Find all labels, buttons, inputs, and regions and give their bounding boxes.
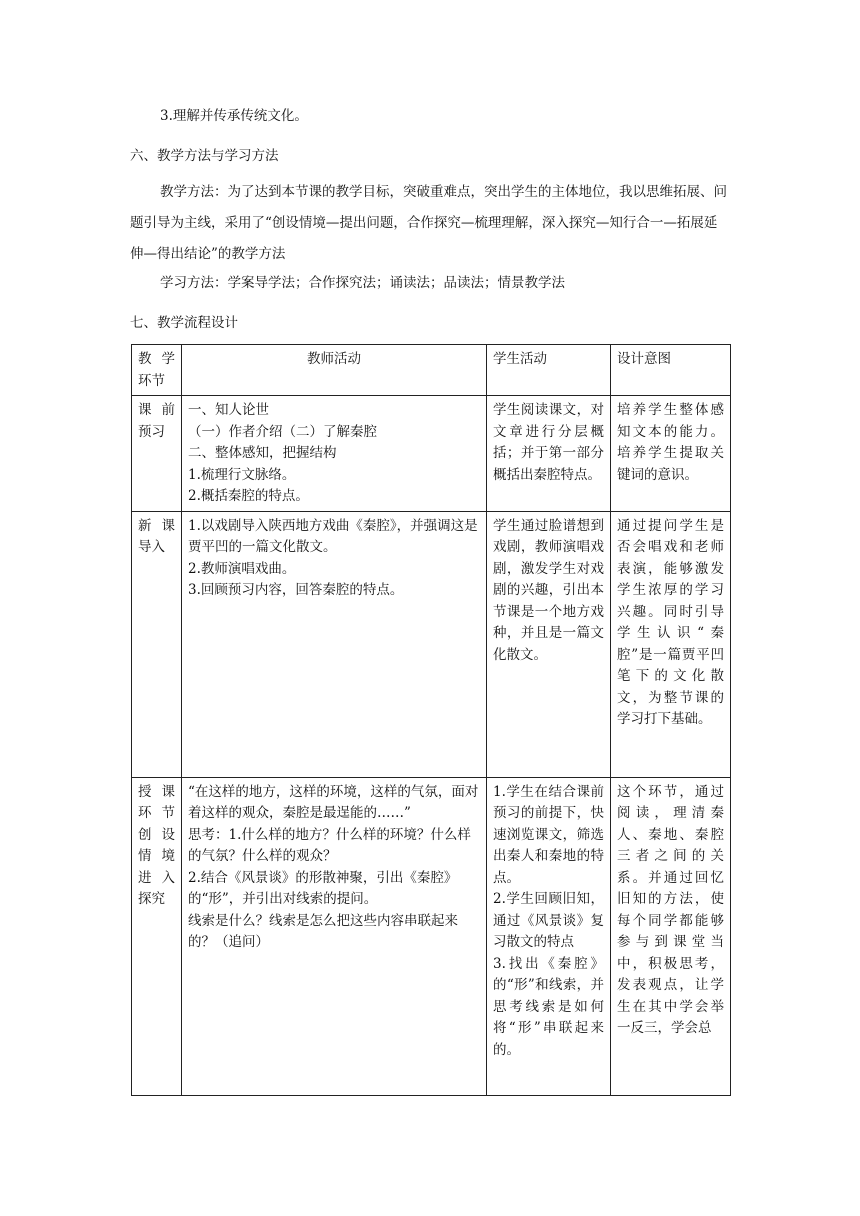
heading-flow-design: 七、教学流程设计 <box>130 315 238 331</box>
design-intent-cell: 这个环节，通过阅读，理清秦人、秦地、秦腔三者之间的关系。并通过回忆旧知的方法，使每个同学都能够参与到课堂当中，积极思考，发表观点，让学生在其中学会举一反三，学会总 <box>611 777 731 1095</box>
teacher-activity-cell: “在这样的地方，这样的环境，这样的气氛，面对着这样的观众，秦腔是最逞能的……” 思考：1.什么样的地方？什么样的环境？什么样的气氛？什么样的观众？ 2.结合《风景谈》的形散神聚，引出《秦腔》的“形”，并引出对线索的提问。 线索是什么？线索是怎么把这些内容串联起来的？（追问） <box>182 777 487 1095</box>
teacher-activity-cell: 1.以戏剧导入陕西地方戏曲《秦腔》，并强调这是贾平凹的一篇文化散文。 2.教师演唱戏曲。 3.回顾预习内容，回答秦腔的特点。 <box>182 511 487 777</box>
teacher-activity-cell: 一、知人论世 （一）作者介绍（二）了解秦腔 二、整体感知，把握结构 1.梳理行文脉络。 2.概括秦腔的特点。 <box>182 396 487 512</box>
student-activity-cell: 1.学生在结合课前预习的前提下，快速浏览课文，筛选出秦人和秦地的特点。 2.学生回顾旧知，通过《风景谈》复习散文的特点 3.找出《秦腔》的“形”和线索，并思考线索是如何将“形”串联起来的。 <box>487 777 611 1095</box>
design-intent-cell: 培养学生整体感知文本的能力。培养学生提取关键词的意识。 <box>611 396 731 512</box>
stage-cell: 课前预习 <box>132 396 182 512</box>
stage-cell: 新课导入 <box>132 511 182 777</box>
teaching-method-paragraph: 教学方法：为了达到本节课的教学目标，突破重难点，突出学生的主体地位，我以思维拓展、问题引导为主线，采用了“创设情境—提出问题，合作探究—梳理理解，深入探究—知行合一—拓展延伸—得出结论”的教学方法 <box>130 184 727 262</box>
table-row <box>132 396 731 512</box>
learning-method-paragraph: 学习方法：学案导学法；合作探究法；诵读法；品读法；情景教学法 <box>160 275 565 291</box>
table-row <box>132 777 731 1095</box>
heading-teaching-methods: 六、教学方法与学习方法 <box>130 148 279 164</box>
teaching-flow-table <box>131 344 731 1096</box>
header-intent: 设计意图 <box>611 345 731 396</box>
student-activity-cell: 学生阅读课文，对文章进行分层概括；并于第一部分概括出秦腔特点。 <box>487 396 611 512</box>
header-student: 学生活动 <box>487 345 611 396</box>
goal-item-3: 3.理解并传承传统文化。 <box>160 108 308 124</box>
header-stage: 教学环节 <box>132 345 182 396</box>
table-header-row <box>132 345 731 396</box>
design-intent-cell: 通过提问学生是否会唱戏和老师表演，能够激发学生浓厚的学习兴趣。同时引导学生认识“秦腔”是一篇贾平凹笔下的文化散文，为整节课的学习打下基础。 <box>611 511 731 777</box>
stage-cell: 授课环节创设情境进入探究 <box>132 777 182 1095</box>
header-teacher: 教师活动 <box>182 345 487 396</box>
table-row <box>132 511 731 777</box>
student-activity-cell: 学生通过脸谱想到戏剧，教师演唱戏剧，激发学生对戏剧的兴趣，引出本节课是一个地方戏种，并且是一篇文化散文。 <box>487 511 611 777</box>
